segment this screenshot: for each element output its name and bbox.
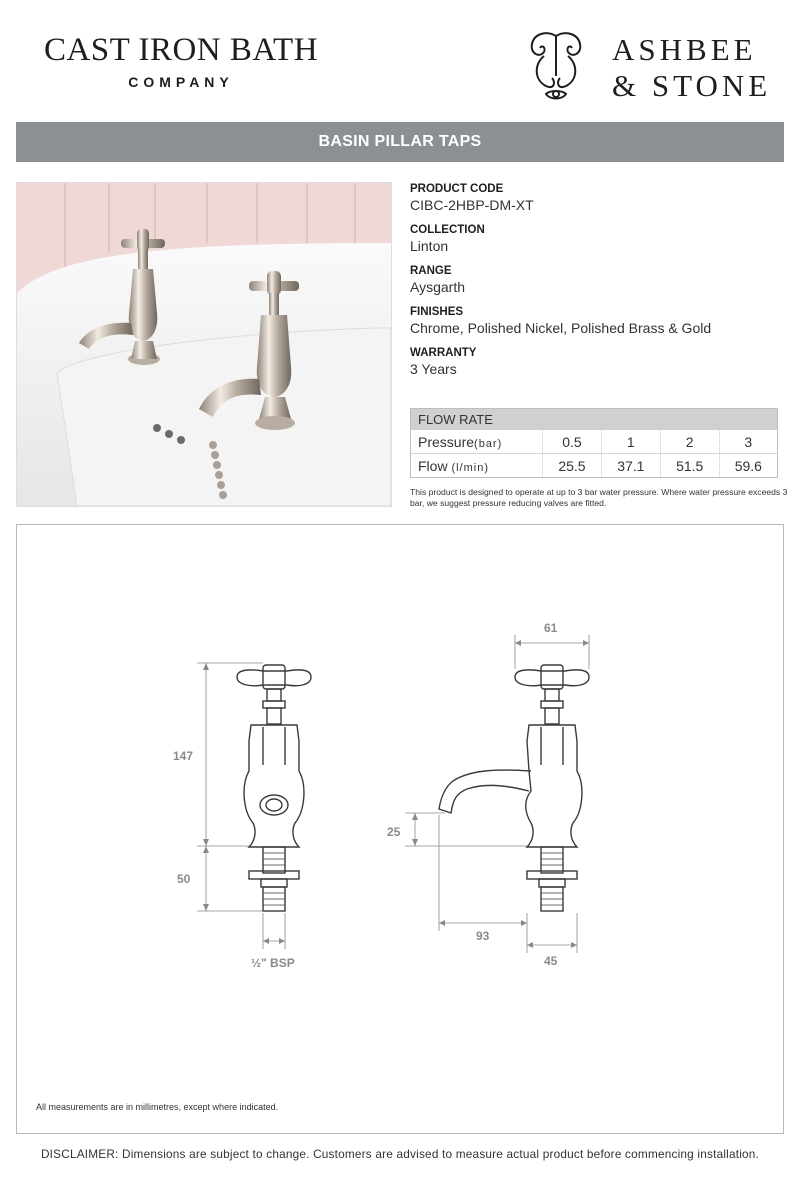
dim-thread: ½" BSP — [251, 956, 295, 970]
finishes-value: Chrome, Polished Nickel, Polished Brass & Gold — [410, 320, 712, 336]
brand-right-line1: ASHBEE — [612, 32, 757, 67]
flow-rate-table — [410, 408, 778, 478]
side-spout — [439, 770, 531, 813]
warranty-value: 3 Years — [410, 361, 457, 377]
brand-left-name: CAST IRON BATH — [43, 32, 319, 68]
dim-spout-reach: 93 — [476, 929, 490, 943]
flow-row-label — [411, 454, 543, 478]
flow-rate-heading: FLOW RATE — [411, 409, 777, 430]
pressure-row — [411, 430, 777, 454]
warranty-label: WARRANTY — [410, 347, 477, 359]
brand-right-name — [612, 32, 771, 104]
pressure-row-label — [411, 430, 543, 454]
dim-handle-width: 61 — [544, 621, 558, 635]
side-handle — [515, 670, 589, 686]
dim-spout-height: 25 — [387, 825, 401, 839]
pressure-note: This product is designed to operate at up to 3 bar water pressure. Where water pressure exceeds 3 bar, we suggest pressure reducing valves are fitted. — [410, 487, 788, 508]
disclaimer: DISCLAIMER: Dimensions are subject to change. Customers are advised to measure actual product before commencing installation. — [40, 1147, 760, 1161]
front-body — [244, 725, 304, 847]
flow-unit: (l/min) — [451, 461, 490, 474]
product-code-value: CIBC-2HBP-DM-XT — [410, 197, 534, 213]
finishes-label: FINISHES — [410, 306, 464, 318]
pressure-label: Pressure — [418, 433, 475, 450]
dim-height-upper: 147 — [173, 749, 194, 763]
technical-drawing-panel — [16, 524, 784, 1134]
pressure-cell: 2 — [660, 430, 719, 454]
ashbee-stone-logo — [524, 28, 774, 108]
collection-value: Linton — [410, 238, 449, 254]
product-code-label: PRODUCT CODE — [410, 183, 504, 195]
flow-cell: 51.5 — [660, 454, 719, 478]
front-handle — [237, 670, 311, 686]
flow-row — [411, 454, 777, 478]
seahorse-emblem-icon — [524, 28, 588, 104]
product-specifications — [410, 182, 784, 387]
side-body — [526, 725, 582, 847]
dim-height-lower: 50 — [177, 872, 191, 886]
product-photo — [16, 182, 392, 507]
pressure-cell: 1 — [601, 430, 660, 454]
flow-cell: 37.1 — [601, 454, 660, 478]
range-value: Aysgarth — [410, 279, 465, 295]
pressure-unit: (bar) — [474, 437, 503, 450]
flow-cell: 59.6 — [719, 454, 777, 478]
tap-dimension-drawing — [17, 525, 783, 1133]
flow-label: Flow — [418, 457, 448, 474]
measurement-note: All measurements are in millimetres, except where indicated. — [36, 1102, 279, 1112]
flow-cell: 25.5 — [543, 454, 602, 478]
product-title-bar: BASIN PILLAR TAPS — [16, 122, 784, 162]
range-label: RANGE — [410, 265, 452, 277]
brand-right-line2: & STONE — [612, 68, 772, 103]
pressure-cell: 0.5 — [543, 430, 602, 454]
collection-label: COLLECTION — [410, 224, 485, 236]
brand-left-subname: COMPANY — [128, 74, 234, 90]
tap-photo-illustration — [17, 183, 391, 506]
pressure-cell: 3 — [719, 430, 777, 454]
dim-base-width: 45 — [544, 954, 558, 968]
cast-iron-bath-logo — [28, 32, 334, 90]
